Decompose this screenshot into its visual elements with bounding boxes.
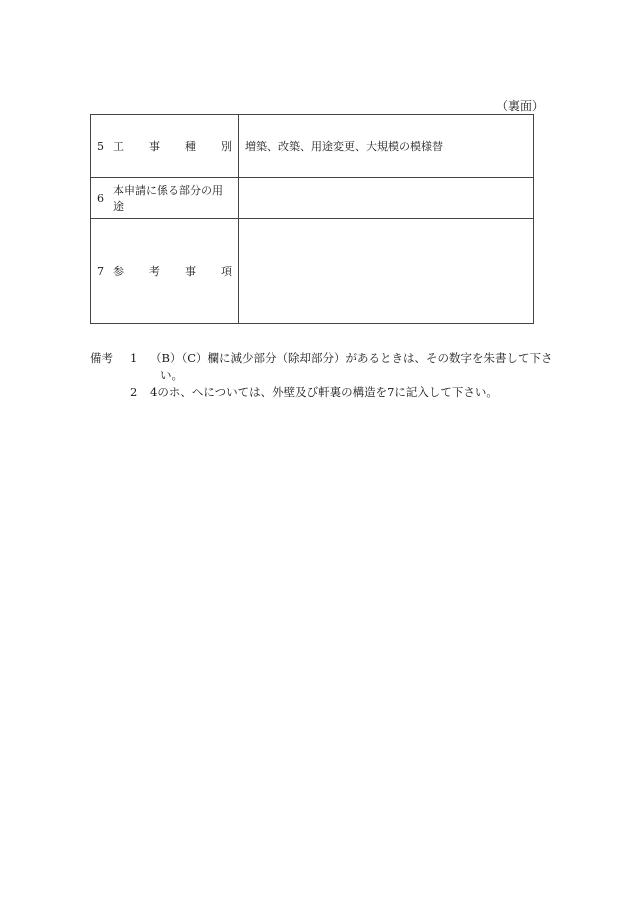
notes-heading: 備考 [90,351,113,365]
note-number: 1 [130,351,138,365]
row-value-construction-type: 増築、改築、用途変更、大規模の模様替 [239,115,534,178]
row-label-text: 本申請に係る部分の用途 [113,184,223,213]
label-char: 項 [221,265,232,278]
note-text: （B）（C）欄に減少部分（除却部分）があるときは、その数字を朱書して下さい。 [150,351,553,382]
label-char: 考 [149,265,160,278]
note-number: 2 [130,385,138,399]
note-item [90,350,560,384]
table-row-usage [91,178,534,219]
row-value-remarks [239,219,534,324]
note-item [90,384,560,401]
label-char: 事 [149,140,160,153]
row-value-usage [239,178,534,219]
page-side-label: （裏面） [495,99,544,113]
row-label-remarks [91,219,239,324]
label-char: 別 [221,140,232,153]
row-label-construction-type [91,115,239,178]
label-char: 種 [185,140,196,153]
table-row-remarks [91,219,534,324]
row-number: 7 [97,264,104,278]
row-number: 6 [97,191,104,205]
table-row-construction-type [91,115,534,178]
label-char: 事 [185,265,196,278]
row-label-usage [91,178,239,219]
label-char: 工 [113,140,124,153]
application-form-table [90,114,534,324]
notes-section [90,350,560,401]
label-char: 参 [113,265,124,278]
row-number: 5 [97,139,104,153]
note-text: 4のホ、へについては、外壁及び軒裏の構造を7に記入して下さい。 [150,385,498,399]
